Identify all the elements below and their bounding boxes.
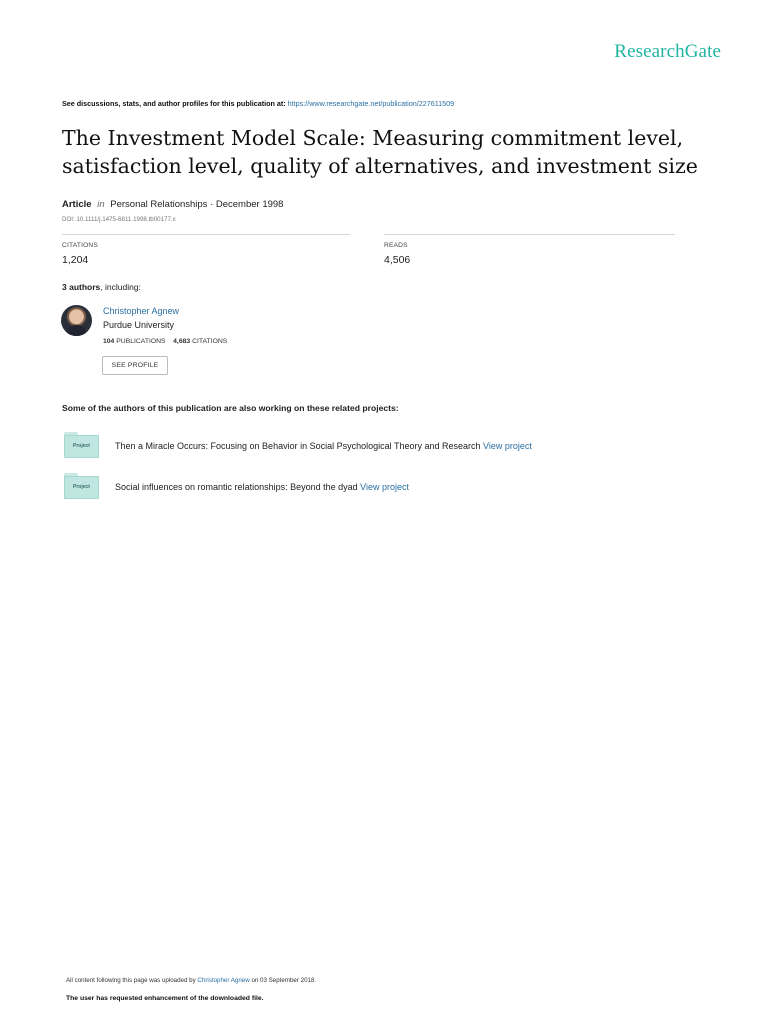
publication-meta (62, 199, 283, 210)
reads-count: 4,506 (384, 254, 411, 266)
author-institution: Purdue University (103, 320, 175, 330)
authors-count-number: 3 authors (62, 282, 101, 292)
publication-type: Article (62, 199, 92, 210)
citations-count: 1,204 (62, 254, 89, 266)
see-profile-button[interactable]: SEE PROFILE (102, 356, 168, 375)
discussion-notice (62, 99, 454, 108)
reads-divider (384, 234, 675, 235)
upload-notice (66, 977, 316, 984)
upload-prefix: All content following this page was uploaded by (66, 977, 196, 984)
publication-title: The Investment Model Scale: Measuring commitment level, satisfaction level, quality of alternatives, and investment size (62, 126, 698, 178)
publication-venue: Personal Relationships · December 1998 (110, 199, 284, 210)
upload-suffix: on 03 September 2018. (251, 977, 317, 984)
related-projects-heading: Some of the authors of this publication are also working on these related projects: (62, 403, 399, 413)
project-title: Then a Miracle Occurs: Focusing on Behavior in Social Psychological Theory and Research (115, 441, 481, 451)
project-item (115, 441, 532, 451)
view-project-link[interactable]: View project (483, 441, 532, 451)
project-icon[interactable] (64, 432, 99, 458)
project-icon[interactable] (64, 473, 99, 499)
project-title: Social influences on romantic relationships: Beyond the dyad (115, 482, 358, 492)
author-stats (103, 338, 227, 345)
publication-doi: DOI: 10.1111/j.1475-6811.1998.tb00177.x (62, 216, 176, 223)
project-icon-label: Project (64, 435, 99, 458)
author-citations-count: 4,683 (173, 338, 191, 345)
reads-label: READS (384, 242, 408, 249)
project-item (115, 482, 409, 492)
author-avatar[interactable] (61, 305, 92, 336)
authors-count (62, 282, 141, 292)
publication-url-link[interactable]: https://www.researchgate.net/publication/227611509 (287, 99, 455, 108)
author-publications-count: 104 (103, 338, 115, 345)
citations-label: CITATIONS (62, 242, 98, 249)
project-icon-label: Project (64, 476, 99, 499)
author-name-link[interactable]: Christopher Agnew (103, 306, 180, 316)
in-word: in (97, 199, 105, 210)
researchgate-logo[interactable]: ResearchGate (614, 41, 721, 62)
enhancement-note: The user has requested enhancement of the downloaded file. (66, 995, 264, 1002)
authors-count-suffix: , including: (100, 282, 141, 292)
uploader-link[interactable]: Christopher Agnew (197, 977, 250, 984)
discussion-notice-text: See discussions, stats, and author profiles for this publication at: (62, 99, 286, 108)
citations-divider (62, 234, 350, 235)
view-project-link[interactable]: View project (360, 482, 410, 492)
author-citations-label: CITATIONS (192, 338, 228, 345)
author-publications-label: PUBLICATIONS (116, 338, 166, 345)
